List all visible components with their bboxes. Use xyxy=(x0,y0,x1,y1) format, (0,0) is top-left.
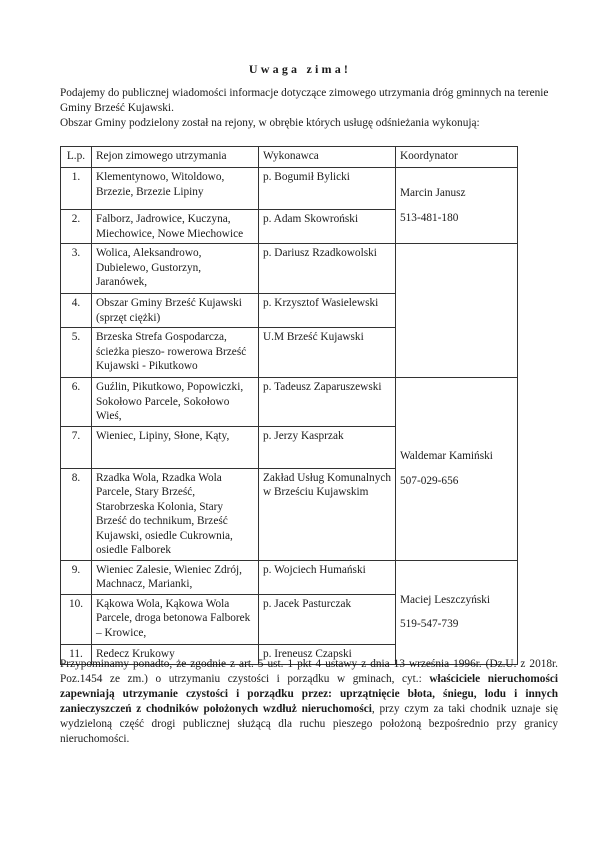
coordinator-name: Marcin Janusz xyxy=(400,187,466,199)
row-lp: 4. xyxy=(61,294,92,328)
row-region: Wieniec, Lipiny, Słone, Kąty, xyxy=(92,426,259,468)
table-row xyxy=(61,560,518,594)
coordinator-cell xyxy=(396,560,518,664)
row-contractor: p. Wojciech Humański xyxy=(259,560,396,594)
row-lp: 9. xyxy=(61,560,92,594)
coordinator-cell xyxy=(396,168,518,244)
header-lp: L.p. xyxy=(61,147,92,168)
row-lp: 3. xyxy=(61,244,92,294)
row-lp: 5. xyxy=(61,328,92,378)
intro-line-1: Podajemy do publicznej wiadomości informacje dotyczące zimowego utrzymania dróg gminnych na terenie Gminy Brześć Kujawski. xyxy=(60,87,549,114)
reminder-text-2: , przy czym za taki chodnik uznaje się wydzieloną część drogi publicznej służącą dla ruchu pieszego położoną bezpośrednio przy granicy nieruchomości. xyxy=(60,703,559,745)
row-region: Redecz Krukowy xyxy=(92,644,259,664)
row-region: Wolica, Aleksandrowo, Dubielewo, Gustorzyn, Jaranówek, xyxy=(92,244,259,294)
row-contractor: p. Dariusz Rzadkowolski xyxy=(259,244,396,294)
coordinator-cell-empty xyxy=(396,244,518,378)
row-region: Wieniec Zalesie, Wieniec Zdrój, Machnacz, Marianki, xyxy=(92,560,259,594)
row-contractor: p. Jacek Pasturczak xyxy=(259,594,396,644)
legal-reminder xyxy=(60,657,558,747)
reminder-bold-text: właściciele nieruchomości zapewniają utrzymanie czystości i porządku przez: uprzątnięcie błota, śniegu, lodu i innych zanieczyszczeń z chodników położonych wzdłuż nieruchomości xyxy=(60,673,558,715)
coordinator-phone: 519-547-739 xyxy=(400,618,459,630)
intro-line-2: Obszar Gminy podzielony został na rejony, w obrębie których usługę odśnieżania wykonują: xyxy=(60,117,480,129)
intro-text xyxy=(60,86,560,131)
coordinator-phone: 507-029-656 xyxy=(400,474,459,487)
coordinator-name: Maciej Leszczyński xyxy=(400,593,491,606)
row-region: Brzeska Strefa Gospodarcza, ścieżka pieszo- rowerowa Brześć Kujawski - Pikutkowo xyxy=(92,328,259,378)
row-contractor: p. Krzysztof Wasielewski xyxy=(259,294,396,328)
row-region: Guźlin, Pikutkowo, Popowiczki, Sokołowo Parcele, Sokołowo Wieś, xyxy=(92,378,259,427)
row-region: Rzadka Wola, Rzadka Wola Parcele, Stary Brześć, Starobrzeska Kolonia, Stary Brześć do technikum, Brześć Kujawski, osiedle Cukrownia, osiedle Falborek xyxy=(92,468,259,560)
table-header-row xyxy=(61,147,518,168)
table-row xyxy=(61,378,518,427)
table-row xyxy=(61,244,518,294)
reminder-text-1: Przypominamy ponadto, że zgodnie z art. 5 ust. 1 pkt 4 ustawy z dnia 13 września 1996r. (Dz.U. z 2018r. Poz.1454 ze zm.) o utrzymaniu czystości i porządku w gminach, cyt.: xyxy=(60,658,558,685)
row-contractor: U.M Brześć Kujawski xyxy=(259,328,396,378)
snow-removal-table xyxy=(60,146,518,665)
table-row xyxy=(61,168,518,210)
header-region: Rejon zimowego utrzymania xyxy=(92,147,259,168)
row-contractor: Zakład Usług Komunalnych w Brześciu Kujawskim xyxy=(259,468,396,560)
header-coordinator: Koordynator xyxy=(396,147,518,168)
header-contractor: Wykonawca xyxy=(259,147,396,168)
page-title: Uwaga zima! xyxy=(248,62,352,76)
row-contractor: p. Ireneusz Czapski xyxy=(259,644,396,664)
row-lp: 10. xyxy=(61,594,92,644)
row-lp: 2. xyxy=(61,210,92,244)
row-lp: 8. xyxy=(61,468,92,560)
row-contractor: p. Jerzy Kasprzak xyxy=(259,426,396,468)
coordinator-name: Waldemar Kamiński xyxy=(400,450,493,463)
row-region: Obszar Gminy Brześć Kujawski (sprzęt ciężki) xyxy=(92,294,259,328)
coordinator-phone: 513-481-180 xyxy=(400,211,459,224)
row-region: Falborz, Jadrowice, Kuczyna, Miechowice, Nowe Miechowice xyxy=(92,210,259,244)
row-contractor: p. Tadeusz Zaparuszewski xyxy=(259,378,396,427)
coordinator-cell xyxy=(396,378,518,561)
row-contractor: p. Adam Skowroński xyxy=(259,210,396,244)
row-region: Klementynowo, Witoldowo, Brzezie, Brzezie Lipiny xyxy=(92,168,259,210)
row-lp: 11. xyxy=(61,644,92,664)
row-region: Kąkowa Wola, Kąkowa Wola Parcele, droga betonowa Falborek – Krowice, xyxy=(92,594,259,644)
row-lp: 6. xyxy=(61,378,92,427)
row-lp: 1. xyxy=(61,168,92,210)
row-contractor: p. Bogumił Bylicki xyxy=(259,168,396,210)
row-lp: 7. xyxy=(61,426,92,468)
